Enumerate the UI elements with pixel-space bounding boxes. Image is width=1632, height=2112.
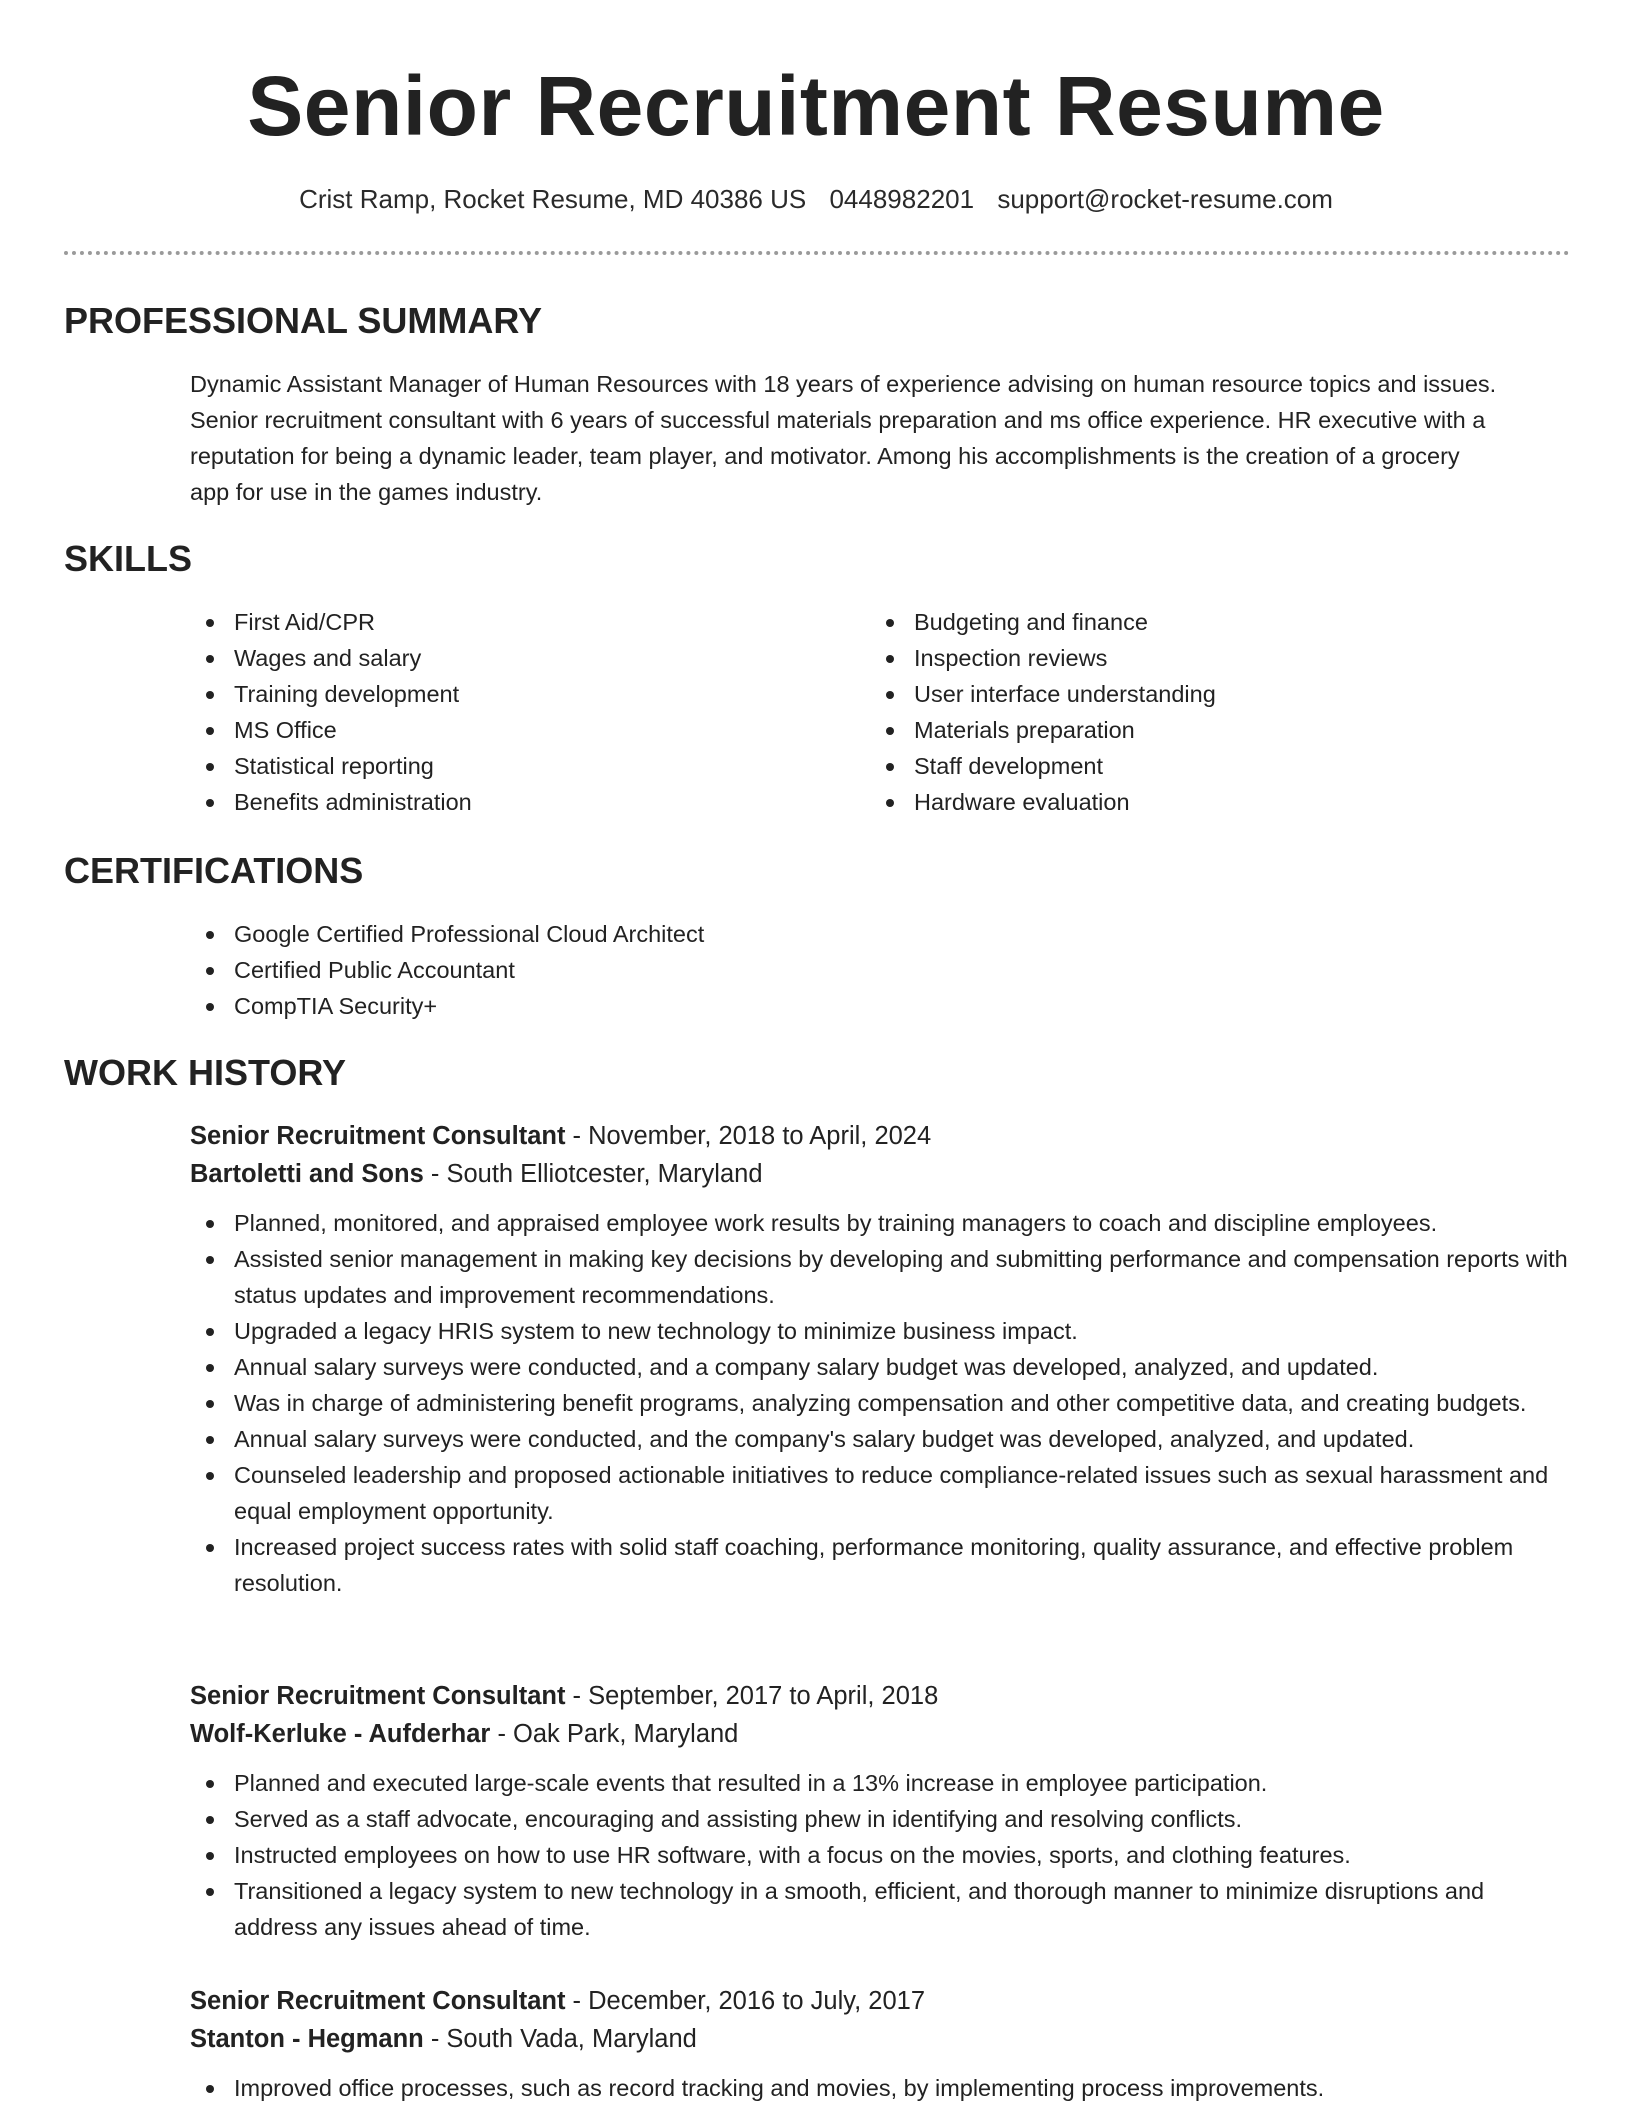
- skill-item: Inspection reviews: [870, 640, 1510, 676]
- job-bullet: Counseled leadership and proposed actionable initiatives to reduce compliance-related issues such as sexual harassment and equal employment opportunity.: [190, 1457, 1580, 1529]
- contact-line: [0, 182, 1632, 216]
- job-company: Bartoletti and Sons: [190, 1160, 424, 1188]
- resume-title: Senior Recruitment Resume: [247, 59, 1385, 153]
- skill-item: First Aid/CPR: [190, 604, 830, 640]
- summary-heading: PROFESSIONAL SUMMARY: [64, 300, 543, 341]
- job-location: - South Vada, Maryland: [423, 2025, 697, 2053]
- job-company: Stanton - Hegmann: [190, 2025, 424, 2053]
- job-location: - South Elliotcester, Maryland: [423, 1160, 763, 1188]
- contact-phone: 0448982201: [829, 184, 975, 214]
- job-bullets: [190, 1765, 1580, 1945]
- job-bullet: Assisted senior management in making key decisions by developing and submitting performance and compensation reports with status updates and improvement recommendations.: [190, 1241, 1580, 1313]
- job-bullet: Annual salary surveys were conducted, and a company salary budget was developed, analyzed, and updated.: [190, 1349, 1580, 1385]
- job-bullet: Served as a staff advocate, encouraging and assisting phew in identifying and resolving conflicts.: [190, 1801, 1580, 1837]
- header-divider: [64, 251, 1570, 255]
- job-bullet: Increased project success rates with solid staff coaching, performance monitoring, quality assurance, and effective problem resolution.: [190, 1529, 1580, 1601]
- summary-text: Dynamic Assistant Manager of Human Resources with 18 years of experience advising on human resource topics and issues. Senior recruitment consultant with 6 years of successful materials preparation and ms office experience. HR executive with a reputation for being a dynamic leader, team player, and motivator. Among his accomplishments is the creation of a grocery app for use in the games industry.: [190, 371, 1497, 505]
- certification-item: CompTIA Security+: [190, 988, 1090, 1024]
- skill-item: Statistical reporting: [190, 748, 830, 784]
- certification-item: Google Certified Professional Cloud Architect: [190, 916, 1090, 952]
- certifications-heading: CERTIFICATIONS: [64, 850, 364, 891]
- skill-item: MS Office: [190, 712, 830, 748]
- job-title: Senior Recruitment Consultant: [190, 1682, 566, 1710]
- job-dates: - November, 2018 to April, 2024: [565, 1122, 932, 1150]
- skill-item: Training development: [190, 676, 830, 712]
- contact-email[interactable]: support@rocket-resume.com: [997, 184, 1333, 214]
- job-bullet: Instructed employees on how to use HR software, with a focus on the movies, sports, and clothing features.: [190, 1837, 1580, 1873]
- job-bullet: Planned, monitored, and appraised employee work results by training managers to coach and discipline employees.: [190, 1205, 1580, 1241]
- skill-item: User interface understanding: [870, 676, 1510, 712]
- job-bullet: Was in charge of administering benefit programs, analyzing compensation and other competitive data, and creating budgets.: [190, 1385, 1580, 1421]
- job-bullets: [190, 2070, 1580, 2106]
- job-company-line: [190, 1715, 1580, 1753]
- contact-address: Crist Ramp, Rocket Resume, MD 40386 US: [299, 184, 807, 214]
- job-bullets: [190, 1205, 1580, 1601]
- job-title-line: [190, 1117, 1580, 1155]
- skill-item: Benefits administration: [190, 784, 830, 820]
- skill-item: Wages and salary: [190, 640, 830, 676]
- job-bullet: Transitioned a legacy system to new technology in a smooth, efficient, and thorough manner to minimize disruptions and address any issues ahead of time.: [190, 1873, 1580, 1945]
- job-bullet: Annual salary surveys were conducted, and the company's salary budget was developed, analyzed, and updated.: [190, 1421, 1580, 1457]
- skill-item: Budgeting and finance: [870, 604, 1510, 640]
- job-entry: [190, 1982, 1580, 2106]
- work-history-heading: WORK HISTORY: [64, 1052, 347, 1093]
- job-company-line: [190, 1155, 1580, 1193]
- job-dates: - September, 2017 to April, 2018: [565, 1682, 939, 1710]
- job-bullet: Planned and executed large-scale events that resulted in a 13% increase in employee participation.: [190, 1765, 1580, 1801]
- job-bullet: Improved office processes, such as record tracking and movies, by implementing process improvements.: [190, 2070, 1580, 2106]
- certification-item: Certified Public Accountant: [190, 952, 1090, 988]
- skill-item: Hardware evaluation: [870, 784, 1510, 820]
- job-dates: - December, 2016 to July, 2017: [565, 1987, 926, 2015]
- job-company-line: [190, 2020, 1580, 2058]
- job-title-line: [190, 1677, 1580, 1715]
- job-title: Senior Recruitment Consultant: [190, 1987, 566, 2015]
- job-company: Wolf-Kerluke - Aufderhar: [190, 1720, 491, 1748]
- job-entry: [190, 1117, 1580, 1601]
- job-entry: [190, 1677, 1580, 1945]
- skills-list-left: [190, 604, 830, 820]
- skills-list-right: [870, 604, 1510, 820]
- job-bullet: Upgraded a legacy HRIS system to new technology to minimize business impact.: [190, 1313, 1580, 1349]
- skill-item: Staff development: [870, 748, 1510, 784]
- job-title: Senior Recruitment Consultant: [190, 1122, 566, 1150]
- job-location: - Oak Park, Maryland: [490, 1720, 739, 1748]
- job-title-line: [190, 1982, 1580, 2020]
- skills-heading: SKILLS: [64, 538, 193, 579]
- certifications-list: [190, 916, 1090, 1024]
- skill-item: Materials preparation: [870, 712, 1510, 748]
